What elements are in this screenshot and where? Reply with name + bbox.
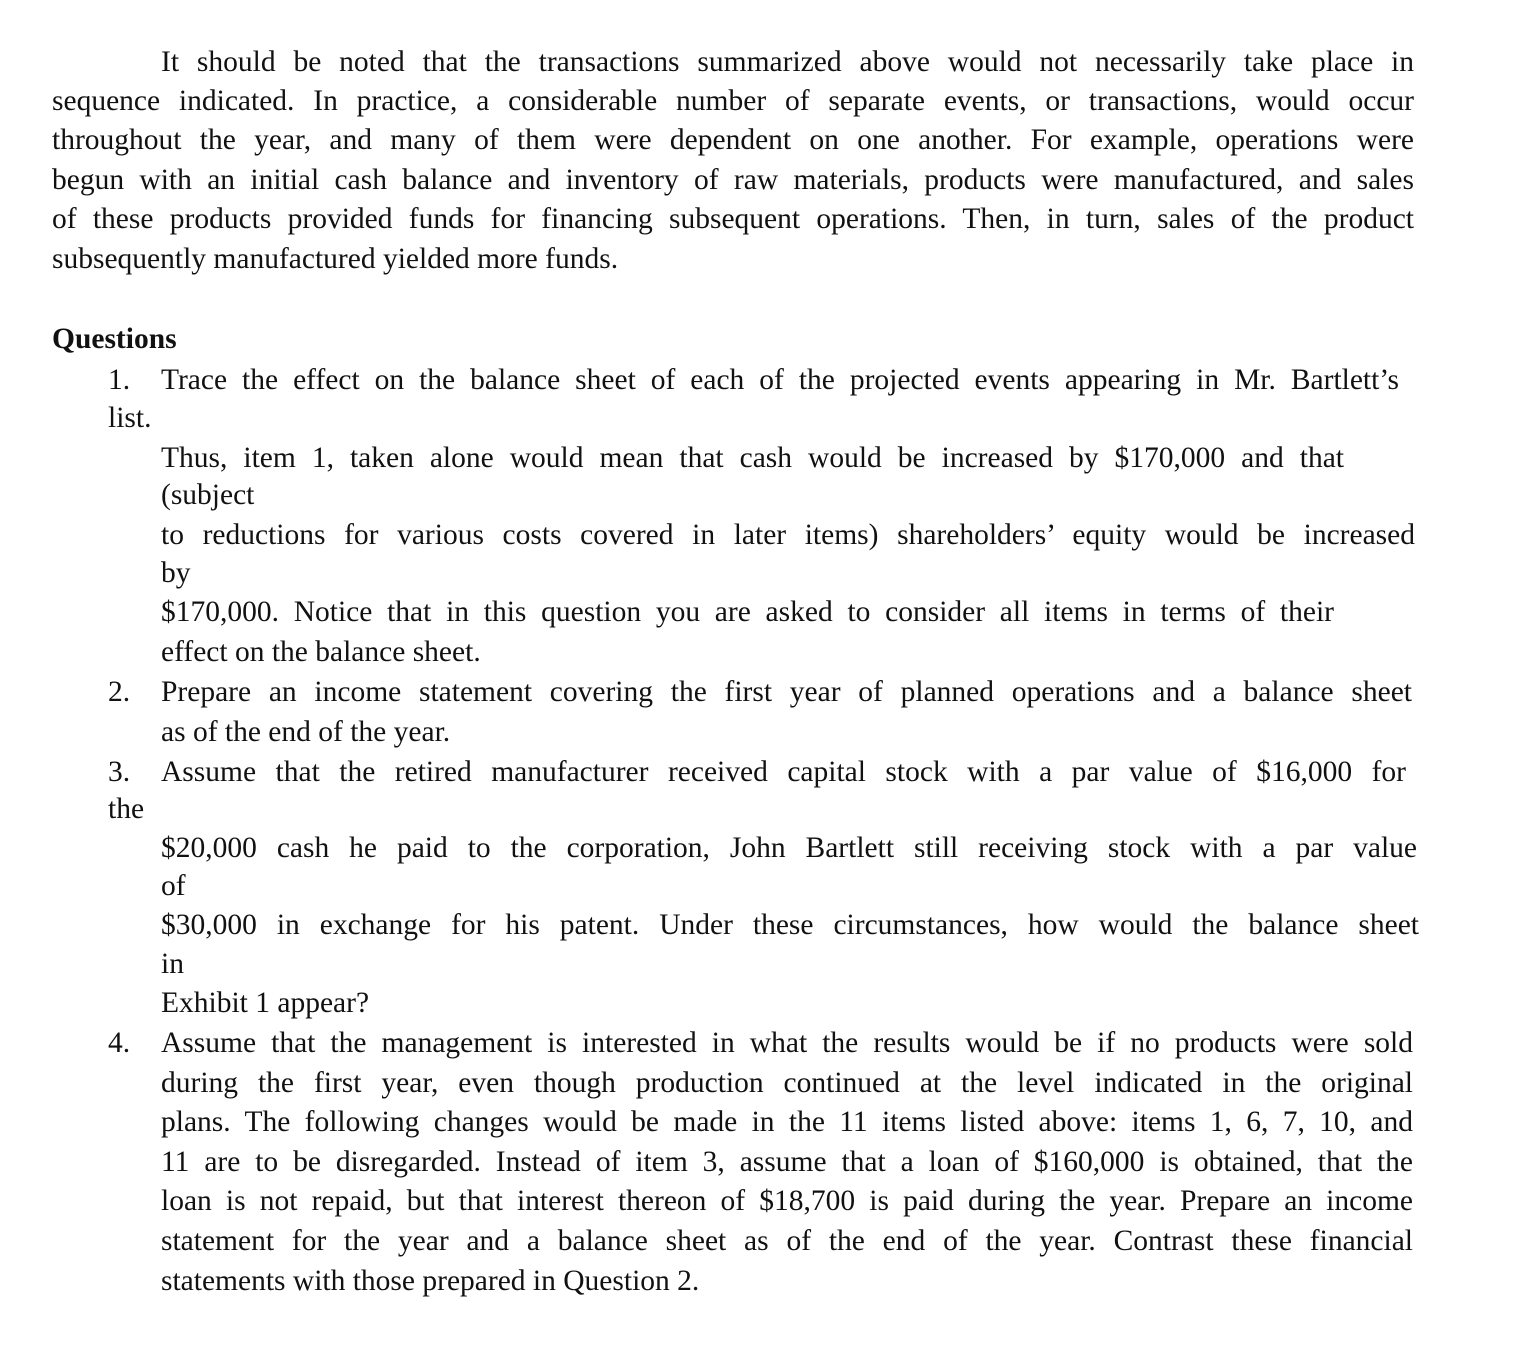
question-1-line-7: $170,000. Notice that in this question you are asked to consider all items in terms of their	[161, 598, 1334, 628]
question-2-number: 2.	[108, 676, 131, 708]
question-1-line-6: by	[161, 557, 191, 589]
intro-line-6: subsequently manufactured yielded more funds.	[52, 243, 619, 275]
question-3-line-4: of	[161, 870, 186, 902]
question-3-line-2: the	[108, 793, 145, 825]
question-4-line-3: plans. The following changes would be made in the 11 items listed above: items 1, 6, 7, 10, and	[161, 1108, 1413, 1138]
question-3-line-7: Exhibit 1 appear?	[161, 987, 370, 1019]
questions-heading: Questions	[52, 323, 177, 355]
question-2-line-1: Prepare an income statement covering the first year of planned operations and a balance sheet	[161, 678, 1412, 708]
question-1-line-4: (subject	[161, 479, 255, 511]
question-3-line-6: in	[161, 948, 184, 980]
question-4-line-7: statements with those prepared in Question 2.	[161, 1265, 700, 1297]
question-3-line-3: $20,000 cash he paid to the corporation, John Bartlett still receiving stock with a par value	[161, 834, 1417, 864]
question-4-line-2: during the first year, even though production continued at the level indicated in the original	[161, 1069, 1413, 1099]
intro-line-5: of these products provided funds for financing subsequent operations. Then, in turn, sales of the product	[52, 205, 1414, 235]
question-1-line-2: list.	[108, 402, 152, 434]
question-3-line-5: $30,000 in exchange for his patent. Under these circumstances, how would the balance sheet	[161, 911, 1419, 941]
question-3-number: 3.	[108, 756, 131, 788]
question-4-line-1: Assume that the management is interested in what the results would be if no products were sold	[161, 1029, 1413, 1059]
question-1-line-8: effect on the balance sheet.	[161, 636, 481, 668]
intro-line-4: begun with an initial cash balance and inventory of raw materials, products were manufactured, and sales	[52, 166, 1414, 196]
question-4-line-4: 11 are to be disregarded. Instead of item 3, assume that a loan of $160,000 is obtained, that the	[161, 1148, 1413, 1178]
question-4-number: 4.	[108, 1027, 131, 1059]
question-1-line-5: to reductions for various costs covered in later items) shareholders’ equity would be increased	[161, 521, 1415, 551]
intro-line-1: It should be noted that the transactions summarized above would not necessarily take place in	[161, 48, 1414, 78]
question-3-line-1: Assume that the retired manufacturer received capital stock with a par value of $16,000 for	[161, 758, 1406, 788]
intro-line-3: throughout the year, and many of them were dependent on one another. For example, operations were	[52, 126, 1414, 156]
question-1-line-1: Trace the effect on the balance sheet of each of the projected events appearing in Mr. Bartlett’s	[161, 366, 1399, 396]
question-1-number: 1.	[108, 364, 131, 396]
question-4-line-6: statement for the year and a balance sheet as of the end of the year. Contrast these financial	[161, 1227, 1413, 1257]
question-2-line-2: as of the end of the year.	[161, 716, 451, 748]
question-4-line-5: loan is not repaid, but that interest thereon of $18,700 is paid during the year. Prepare an income	[161, 1187, 1413, 1217]
question-1-line-3: Thus, item 1, taken alone would mean that cash would be increased by $170,000 and that	[161, 444, 1344, 474]
intro-line-2: sequence indicated. In practice, a considerable number of separate events, or transactions, would occur	[52, 87, 1414, 117]
